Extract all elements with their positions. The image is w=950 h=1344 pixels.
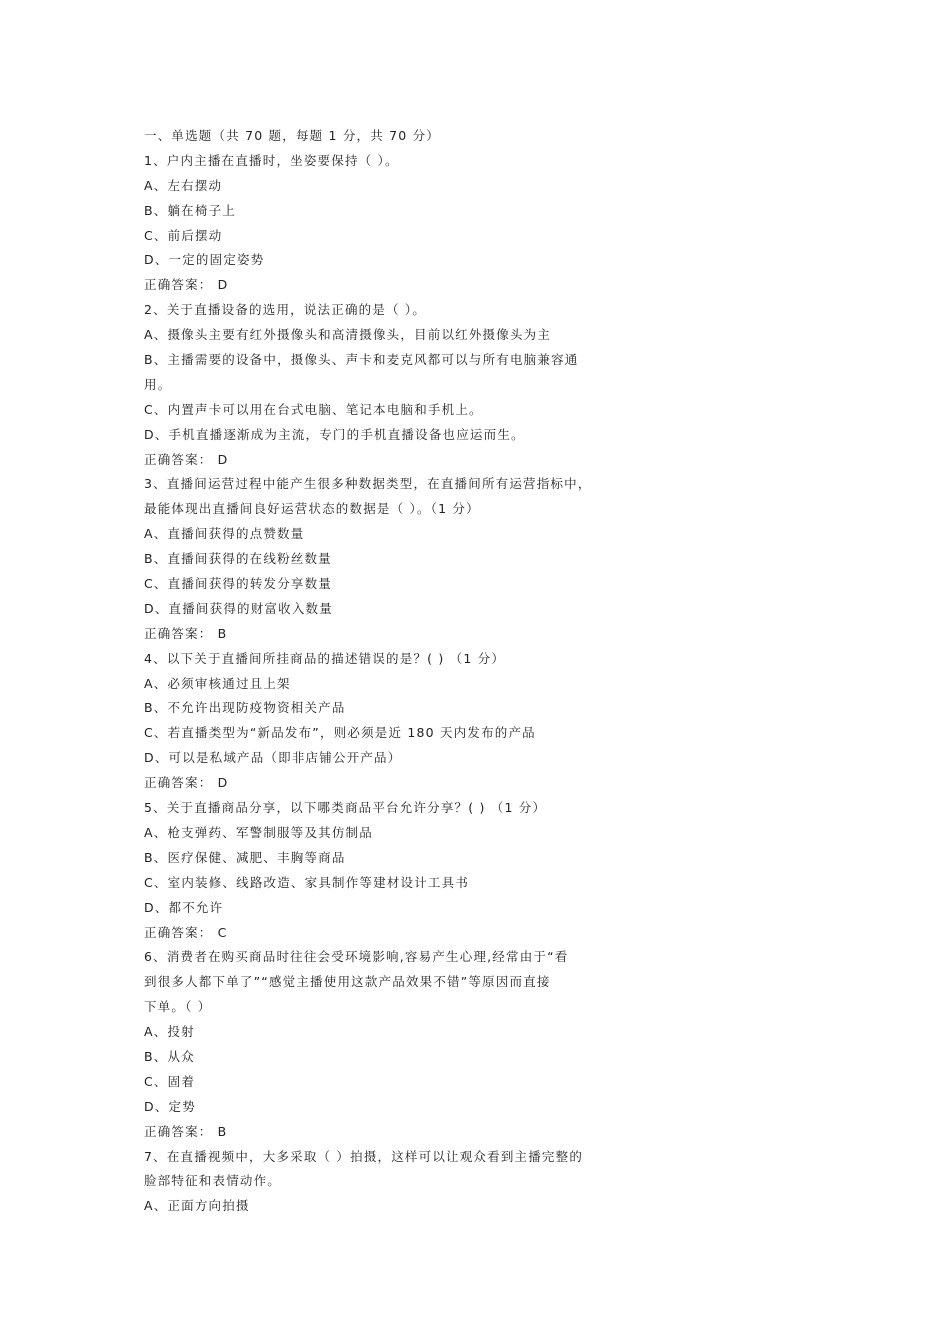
question-2-option-d: D、手机直播逐渐成为主流，专门的手机直播设备也应运而生。 (144, 426, 525, 442)
question-5-option-d: D、都不允许 (144, 899, 224, 915)
question-4-option-c: C、若直播类型为“新品发布”，则必须是近 180 天内发布的产品 (144, 725, 536, 741)
question-6-option-a: A、投射 (144, 1024, 195, 1040)
question-6-answer: 正确答案： B (144, 1123, 228, 1139)
question-6-stem-cont-1: 到很多人都下单了”“感觉主播使用这款产品效果不错”等原因而直接 (144, 974, 551, 990)
question-1-option-d: D、一定的固定姿势 (144, 252, 265, 268)
exam-document (144, 124, 604, 1219)
question-1-option-b: B、躺在椅子上 (144, 202, 236, 218)
question-2-option-b-cont: 用。 (144, 376, 172, 392)
question-5-answer: 正确答案： C (144, 924, 228, 940)
question-1-answer: 正确答案： D (144, 277, 229, 293)
question-6-stem-cont-2: 下单。（ ） (144, 999, 212, 1015)
question-6-option-b: B、从众 (144, 1048, 195, 1064)
question-1-stem: 1、户内主播在直播时，坐姿要保持（ ）。 (144, 152, 399, 168)
question-6-option-c: C、固着 (144, 1073, 196, 1089)
question-1-option-a: A、左右摆动 (144, 177, 223, 193)
question-3-option-d: D、直播间获得的财富收入数量 (144, 600, 333, 616)
question-4-option-b: B、不允许出现防疫物资相关产品 (144, 700, 346, 716)
question-7-option-a: A、正面方向拍摄 (144, 1198, 250, 1214)
question-2-option-c: C、内置声卡可以用在台式电脑、笔记本电脑和手机上。 (144, 401, 483, 417)
question-5-option-b: B、医疗保健、减肥、丰胸等商品 (144, 849, 346, 865)
question-3-stem: 3、直播间运营过程中能产生很多种数据类型，在直播间所有运营指标中， (144, 476, 592, 492)
question-6-option-d: D、定势 (144, 1098, 196, 1114)
question-4-answer: 正确答案： D (144, 775, 229, 791)
question-2-option-b: B、主播需要的设备中，摄像头、声卡和麦克风都可以与所有电脑兼容通 (144, 352, 579, 368)
question-3-option-a: A、直播间获得的点赞数量 (144, 526, 305, 542)
question-4-stem: 4、以下关于直播间所挂商品的描述错误的是？( ) （1 分） (144, 650, 506, 666)
question-2-option-a: A、摄像头主要有红外摄像头和高清摄像头，目前以红外摄像头为主 (144, 327, 552, 343)
question-5-option-a: A、枪支弹药、军警制服等及其仿制品 (144, 824, 373, 840)
question-3-stem-cont: 最能体现出直播间良好运营状态的数据是（ ）。（1 分） (144, 501, 480, 517)
question-7-stem: 7、在直播视频中，大多采取（ ）拍摄，这样可以让观众看到主播完整的 (144, 1148, 584, 1164)
question-5-stem: 5、关于直播商品分享，以下哪类商品平台允许分享？( ) （1 分） (144, 800, 547, 816)
question-2-answer: 正确答案： D (144, 451, 229, 467)
question-2-stem: 2、关于直播设备的选用，说法正确的是（ ）。 (144, 302, 427, 318)
question-4-option-d: D、可以是私域产品（即非店铺公开产品） (144, 750, 402, 766)
question-4-option-a: A、必须审核通过且上架 (144, 675, 291, 691)
question-3-answer: 正确答案： B (144, 625, 228, 641)
question-3-option-b: B、直播间获得的在线粉丝数量 (144, 551, 332, 567)
question-3-option-c: C、直播间获得的转发分享数量 (144, 576, 333, 592)
question-6-stem: 6、消费者在购买商品时往往会受环境影响,容易产生心理,经常由于“看 (144, 949, 569, 965)
question-1-option-c: C、前后摆动 (144, 227, 223, 243)
section-header: 一、单选题（共 70 题，每题 1 分，共 70 分） (144, 128, 441, 143)
question-5-option-c: C、室内装修、线路改造、家具制作等建材设计工具书 (144, 874, 470, 890)
question-7-stem-cont: 脸部特征和表情动作。 (144, 1173, 282, 1189)
